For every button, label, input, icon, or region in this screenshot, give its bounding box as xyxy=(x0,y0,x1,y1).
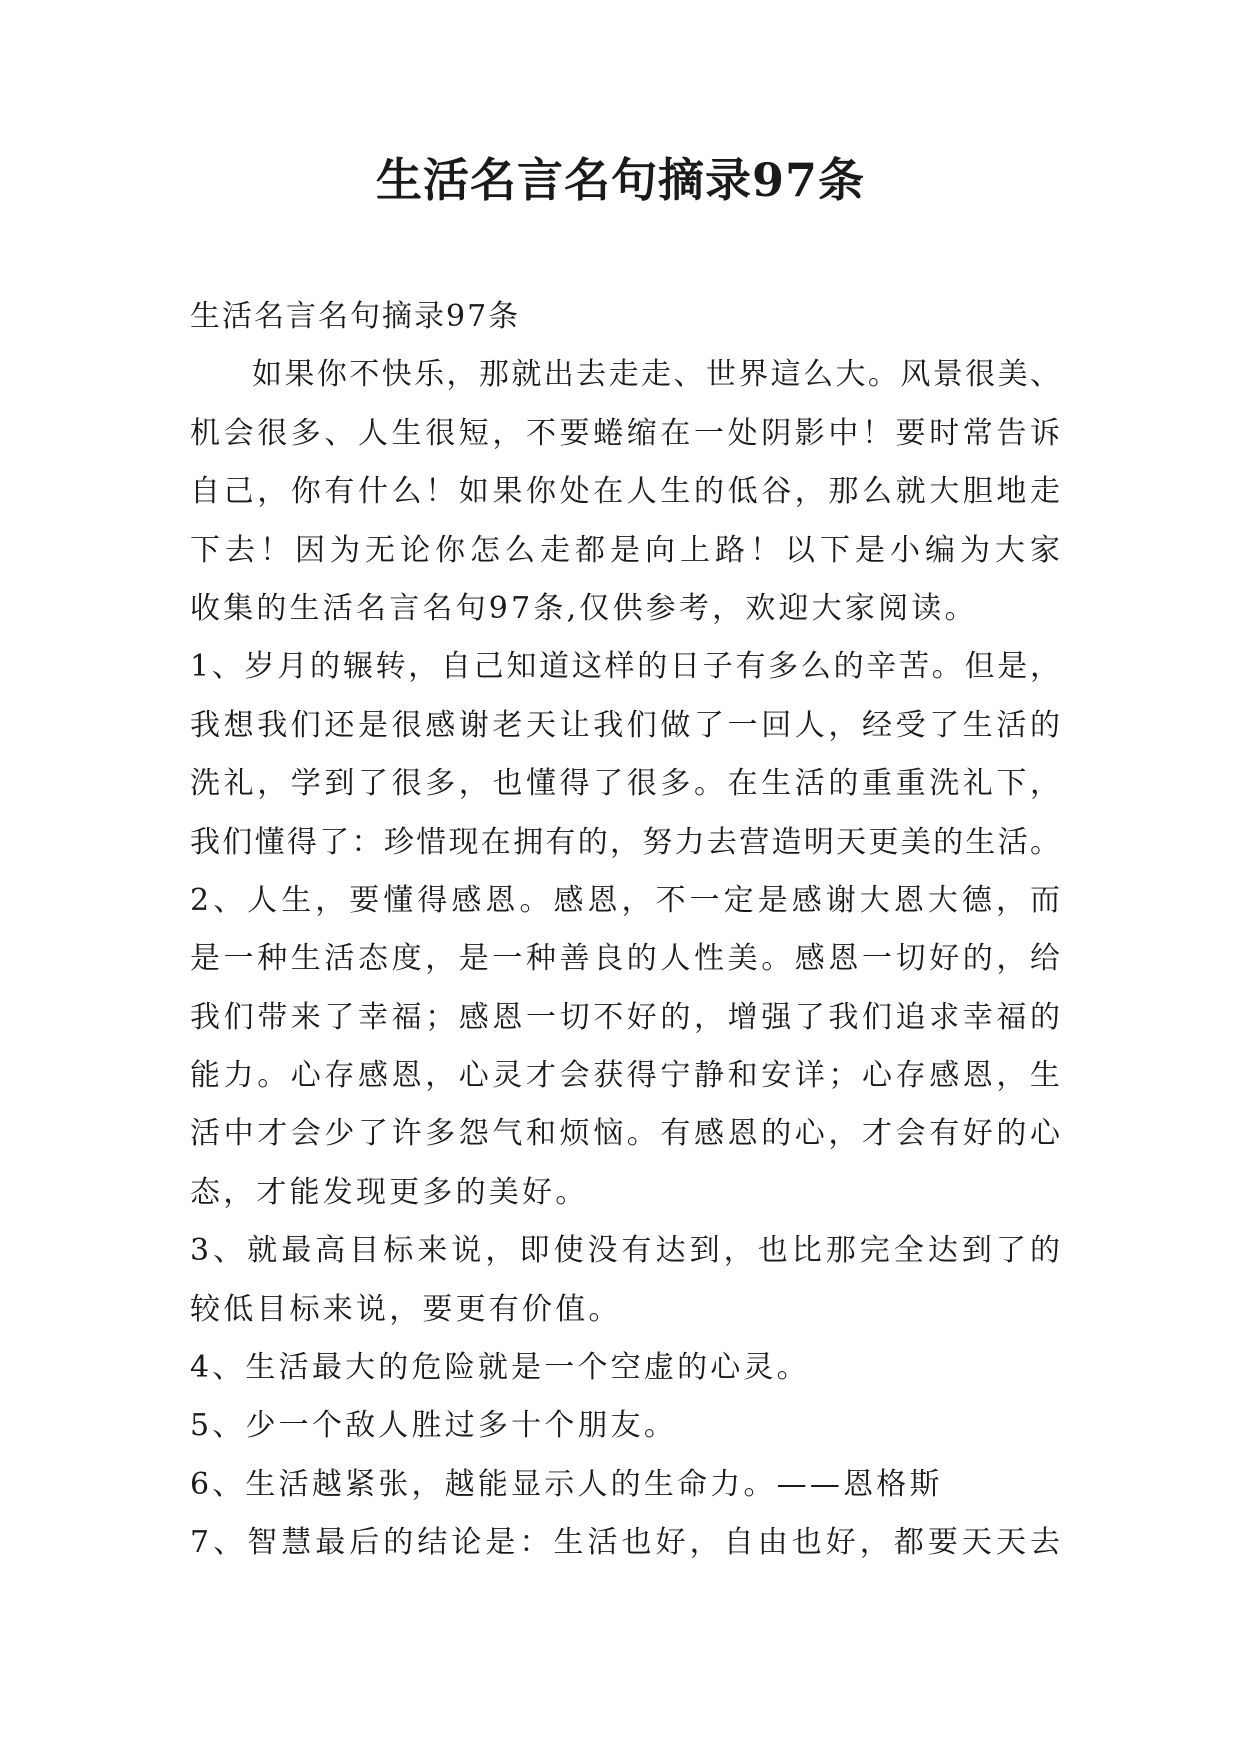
quote-line: 5、少一个敌人胜过多十个朋友。 xyxy=(190,1408,678,1444)
document-subtitle: 生活名言名句摘录97条 xyxy=(190,299,521,334)
intro-paragraph-line: 下去！因为无论你怎么走都是向上路！以下是小编为大家 xyxy=(190,532,1060,568)
quote-line: 是一种生活态度，是一种善良的人性美。感恩一切好的，给 xyxy=(190,941,1060,977)
quote-line: 活中才会少了许多怨气和烦恼。有感恩的心，才会有好的心 xyxy=(190,1116,1060,1152)
quote-line: 态，才能发现更多的美好。 xyxy=(190,1174,589,1210)
quote-line: 7、智慧最后的结论是：生活也好，自由也好，都要天天去 xyxy=(190,1525,1060,1561)
quote-line: 6、生活越紧张，越能显示人的生命力。——恩格斯 xyxy=(190,1466,943,1502)
quote-line: 能力。心存感恩，心灵才会获得宁静和安详；心存感恩，生 xyxy=(190,1058,1060,1094)
quote-line: 4、生活最大的危险就是一个空虚的心灵。 xyxy=(190,1350,810,1386)
quote-line: 1、岁月的辗转，自己知道这样的日子有多么的辛苦。但是， xyxy=(190,649,1060,685)
quote-line: 我们懂得了：珍惜现在拥有的，努力去营造明天更美的生活。 xyxy=(190,824,1060,860)
quote-line: 我们带来了幸福；感恩一切不好的，增强了我们追求幸福的 xyxy=(190,999,1060,1035)
quote-line: 3、就最高目标来说，即使没有达到，也比那完全达到了的 xyxy=(190,1233,1060,1269)
intro-paragraph-line: 收集的生活名言名句97条,仅供参考，欢迎大家阅读。 xyxy=(190,590,978,626)
document-title: 生活名言名句摘录97条 xyxy=(375,153,865,207)
intro-paragraph-line: 如果你不快乐，那就出去走走、世界這么大。风景很美、 xyxy=(252,357,1060,393)
quote-line: 2、人生，要懂得感恩。感恩，不一定是感谢大恩大德，而 xyxy=(190,882,1060,918)
quote-line: 洗礼，学到了很多，也懂得了很多。在生活的重重洗礼下， xyxy=(190,766,1060,802)
document-body xyxy=(190,288,1060,1573)
intro-paragraph-line: 自己，你有什么！如果你处在人生的低谷，那么就大胆地走 xyxy=(190,474,1060,510)
intro-paragraph-line: 机会很多、人生很短，不要蜷缩在一处阴影中！要时常告诉 xyxy=(190,415,1060,451)
quote-line: 我想我们还是很感谢老天让我们做了一回人，经受了生活的 xyxy=(190,707,1060,743)
quote-line: 较低目标来说，要更有价值。 xyxy=(190,1291,622,1327)
